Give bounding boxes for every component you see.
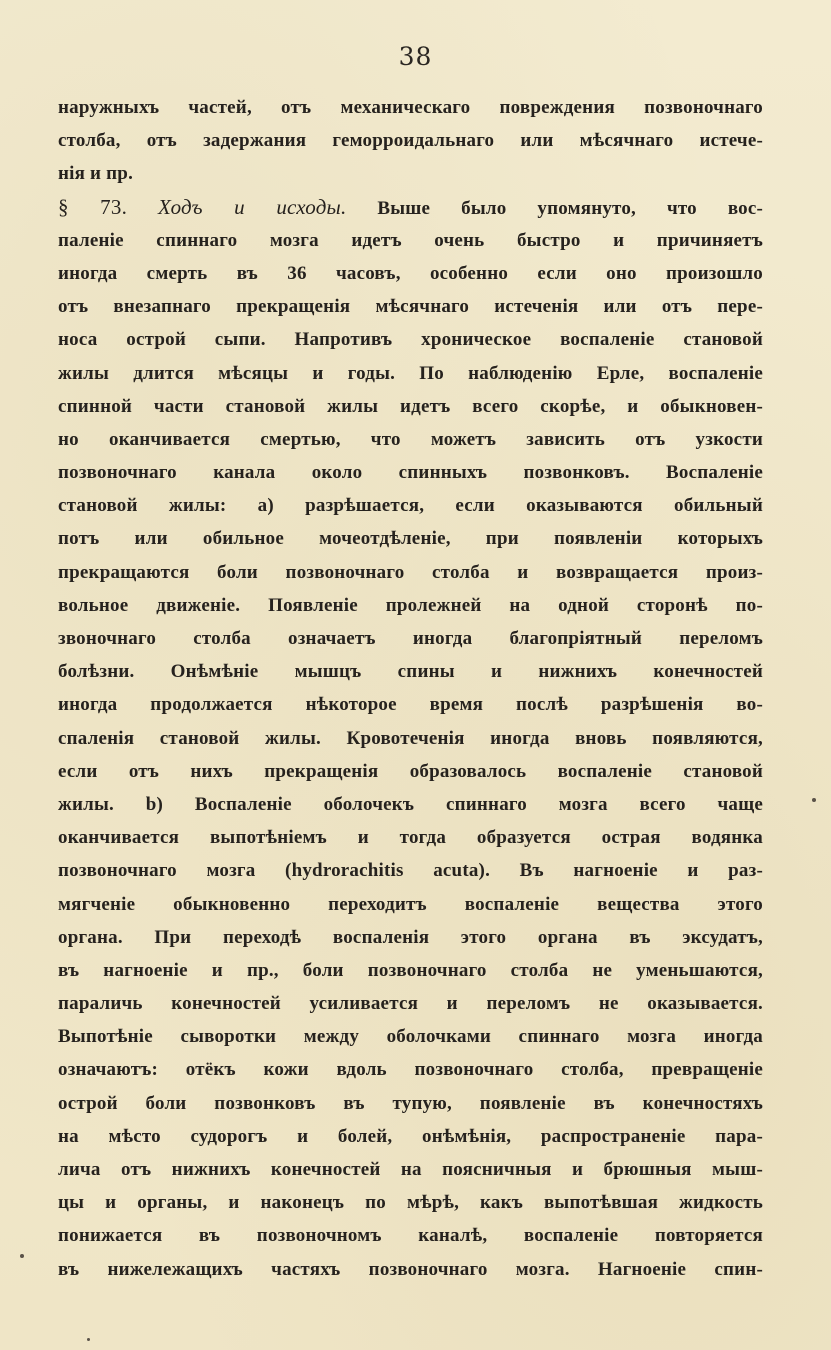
text-line xyxy=(58,157,763,190)
text-line xyxy=(58,191,763,224)
text-line xyxy=(58,91,763,124)
text-line xyxy=(58,954,763,987)
text-line xyxy=(58,1153,763,1186)
text-line xyxy=(58,290,763,323)
text-line xyxy=(58,124,763,157)
line-text: позвоночнаго мозга (hydrorachitis acuta). Въ нагноеніе и раз- xyxy=(58,860,763,882)
line-text: носа острой сыпи. Напротивъ хроническое воспаленіе становой xyxy=(58,329,763,351)
text-line xyxy=(58,257,763,290)
text-line xyxy=(58,522,763,555)
line-text: иногда продолжается нѣкоторое время послѣ разрѣшенія во- xyxy=(58,694,763,716)
section-heading: Ходъ и исходы. xyxy=(158,194,347,219)
section-number: § 73. xyxy=(58,194,128,219)
text-line xyxy=(58,622,763,655)
text-line xyxy=(58,456,763,489)
text-line xyxy=(58,489,763,522)
line-text: паленіе спиннаго мозга идетъ очень быстро и причиняетъ xyxy=(58,229,763,251)
text-line xyxy=(58,423,763,456)
text-line xyxy=(58,688,763,721)
line-text: наружныхъ частей, отъ механическаго повреждения позвоночнаго xyxy=(58,97,763,118)
text-line xyxy=(58,589,763,622)
text-line xyxy=(58,1087,763,1120)
text-line xyxy=(58,1020,763,1053)
line-text: жилы. b) Воспаленіе оболочекъ спиннаго мозга всего чаще xyxy=(58,793,763,815)
line-text: цы и органы, и наконецъ по мѣрѣ, какъ выпотѣвшая жидкость xyxy=(58,1192,763,1214)
line-text: болѣзни. Онѣмѣніе мышцъ спины и нижнихъ конечностей xyxy=(58,661,763,683)
body-text xyxy=(58,91,763,1286)
text-line xyxy=(58,1120,763,1153)
text-line xyxy=(58,788,763,821)
line-text: вольное движеніе. Появленіе пролежней на одной сторонѣ по- xyxy=(58,594,763,616)
line-text: оканчивается выпотѣніемъ и тогда образуется острая водянка xyxy=(58,827,763,849)
paper-speck xyxy=(87,1338,90,1341)
text-line xyxy=(58,888,763,921)
line-text: потъ или обильное мочеотдѣленіе, при появленіи которыхъ xyxy=(58,528,763,550)
line-text: но оканчивается смертью, что можетъ зависить отъ узкости xyxy=(58,428,763,450)
line-text: иногда смерть въ 36 часовъ, особенно если оно произошло xyxy=(58,262,763,284)
line-text: прекращаются боли позвоночнаго столба и возвращается произ- xyxy=(58,561,763,583)
line-text: на мѣсто судорогъ и болей, онѣмѣнія, распространеніе пара- xyxy=(58,1125,763,1147)
text-line xyxy=(58,556,763,589)
line-text: позвоночнаго канала около спинныхъ позвонковъ. Воспаленіе xyxy=(58,462,763,484)
text-line xyxy=(58,755,763,788)
line-text: понижается въ позвоночномъ каналѣ, воспаленіе повторяется xyxy=(58,1225,763,1247)
text-line xyxy=(58,390,763,423)
line-text: мягченіе обыкновенно переходитъ воспаленіе вещества этого xyxy=(58,893,763,915)
text-line xyxy=(58,854,763,887)
text-line xyxy=(58,1186,763,1219)
line-text: Выше было упомянуто, что вос- xyxy=(377,197,763,219)
text-line xyxy=(58,655,763,688)
line-text: въ нижележащихъ частяхъ позвоночнаго мозга. Нагноеніе спин- xyxy=(58,1258,763,1280)
text-line xyxy=(58,722,763,755)
line-text: параличь конечностей усиливается и переломъ не оказывается. xyxy=(58,993,763,1015)
line-text: означаютъ: отёкъ кожи вдоль позвоночнаго столба, превращеніе xyxy=(58,1059,763,1081)
line-text: органа. При переходѣ воспаленія этого органа въ эксудатъ, xyxy=(58,926,763,948)
line-text: столба, отъ задержания геморроидальнаго или мѣсячнаго истече- xyxy=(58,130,763,152)
line-text: лича отъ нижнихъ конечностей на поясничныя и брюшныя мыш- xyxy=(58,1159,763,1180)
line-text: звоночнаго столба означаетъ иногда благопріятный переломъ xyxy=(58,628,763,649)
line-text: становой жилы: а) разрѣшается, если оказываются обильный xyxy=(58,495,763,517)
text-line xyxy=(58,323,763,356)
text-line xyxy=(58,987,763,1020)
line-text: спинной части становой жилы идетъ всего скорѣе, и обыкновен- xyxy=(58,395,763,417)
text-line xyxy=(58,1053,763,1086)
line-text: жилы длится мѣсяцы и годы. По наблюденію Ерле, воспаленіе xyxy=(58,362,763,384)
text-line xyxy=(58,921,763,954)
text-line xyxy=(58,1219,763,1252)
text-line xyxy=(58,357,763,390)
line-text: Выпотѣніе сыворотки между оболочками спиннаго мозга иногда xyxy=(58,1026,763,1048)
text-line xyxy=(58,1253,763,1286)
line-text: острой боли позвонковъ въ тупую, появленіе въ конечностяхъ xyxy=(58,1092,763,1114)
line-text: отъ внезапнаго прекращенія мѣсячнаго истеченія или отъ пере- xyxy=(58,296,763,318)
line-text: спаленія становой жилы. Кровотеченія иногда вновь появляются, xyxy=(58,727,763,749)
text-line xyxy=(58,224,763,257)
text-line xyxy=(58,821,763,854)
paper-speck xyxy=(812,798,816,802)
line-text: если отъ нихъ прекращенія образовалось воспаленіе становой xyxy=(58,760,763,782)
line-text: въ нагноеніе и пр., боли позвоночнаго столба не уменьшаются, xyxy=(58,959,763,981)
line-text: нія и пр. xyxy=(58,163,134,185)
paper-speck xyxy=(20,1254,24,1258)
page-number: 38 xyxy=(398,42,433,71)
